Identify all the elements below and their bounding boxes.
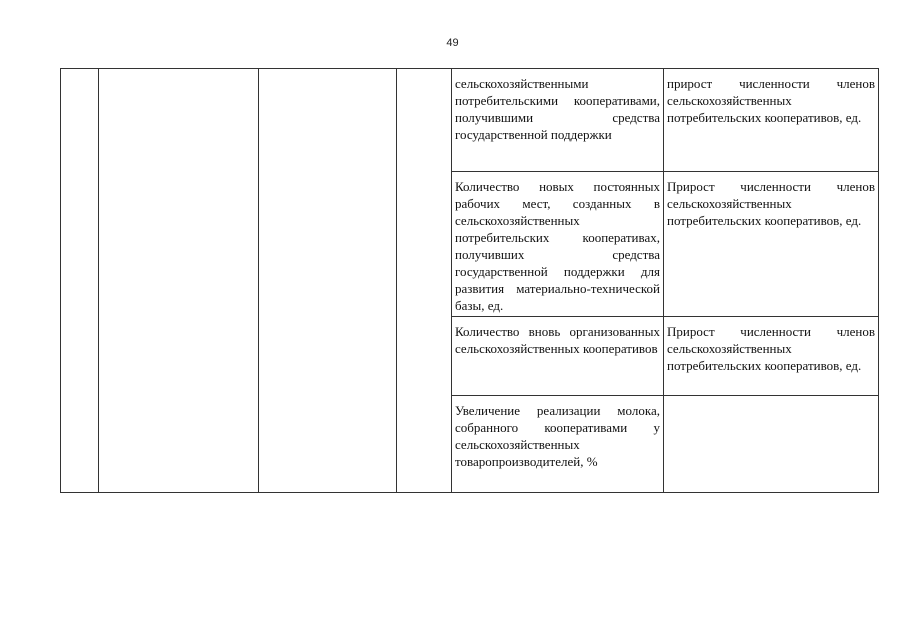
table-cell-col-2 (99, 69, 259, 493)
indicator-cell: Количество вновь организованных сельскохозяйственных кооперативов (452, 317, 664, 396)
result-cell (664, 396, 879, 493)
indicator-cell: сельскохозяйственными потребительскими кооперативами, получившими средства государственной поддержки (452, 69, 664, 172)
table-cell-col-3 (259, 69, 397, 493)
program-indicators-table (60, 68, 879, 493)
table-row (61, 69, 879, 172)
indicator-cell: Количество новых постоянных рабочих мест, созданных в сельскохозяйственных потребительских кооперативах, получивших средства государственной поддержки для развития материально-технической базы, ед. (452, 172, 664, 317)
result-cell: Прирост численности членов сельскохозяйственных потребительских кооперативов, ед. (664, 172, 879, 317)
result-cell: прирост численности членов сельскохозяйственных потребительских кооперативов, ед. (664, 69, 879, 172)
table-cell-col-4 (397, 69, 452, 493)
page-number: 49 (446, 37, 459, 49)
result-cell: Прирост численности членов сельскохозяйственных потребительских кооперативов, ед. (664, 317, 879, 396)
table-cell-col-1 (61, 69, 99, 493)
indicator-cell: Увеличение реализации молока, собранного кооперативами у сельскохозяйственных товаропроизводителей, % (452, 396, 664, 493)
